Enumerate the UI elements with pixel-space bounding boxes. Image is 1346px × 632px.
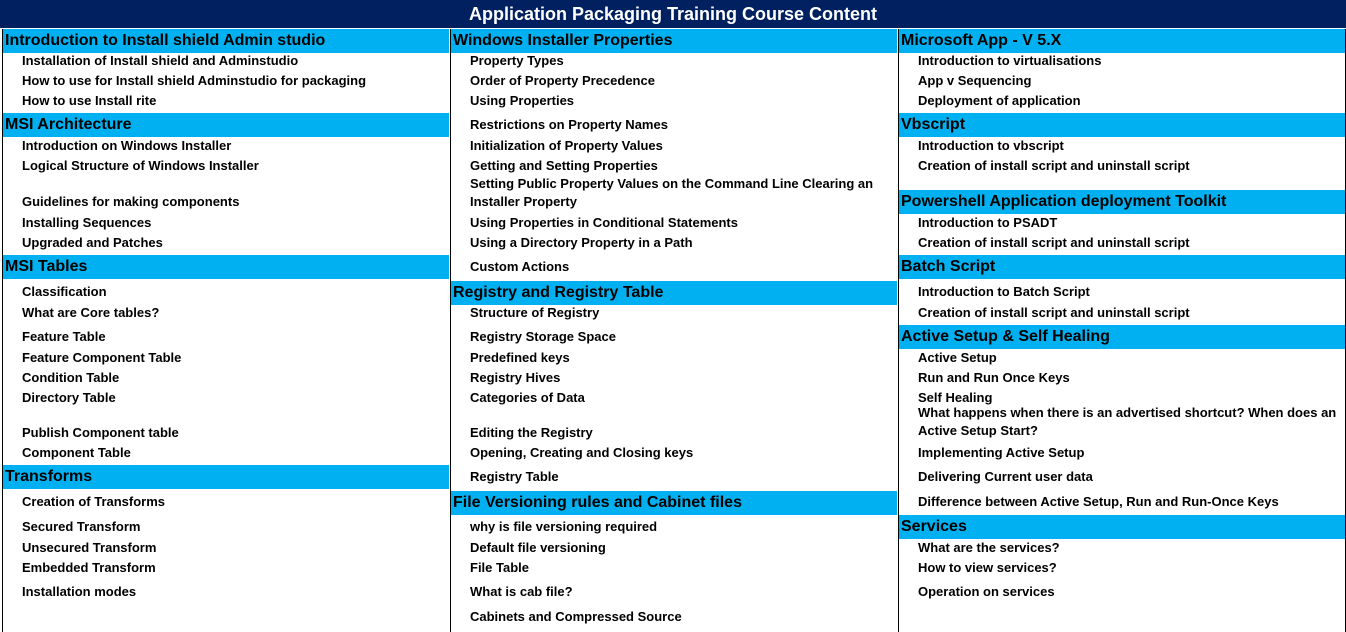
column-2: [450, 29, 897, 632]
section-header-vbscript: Vbscript: [899, 113, 1345, 137]
topic-item-unsecured-transform: Unsecured Transform: [22, 540, 157, 555]
topic-item-secured-transform: Secured Transform: [22, 519, 141, 534]
topic-item-how-to-use-install-rite: How to use Install rite: [22, 93, 157, 108]
topic-item-delivering-current-user-data: Delivering Current user data: [918, 469, 1093, 484]
topic-item-logical-structure-of-windows-installer: Logical Structure of Windows Installer: [22, 158, 259, 173]
section-header-windows-installer-properties: Windows Installer Properties: [451, 29, 897, 53]
topic-item-editing-the-registry: Editing the Registry: [470, 425, 593, 440]
topic-item-property-types: Property Types: [470, 53, 564, 68]
topic-item-file-table: File Table: [470, 560, 529, 575]
topic-item-using-properties-in-conditional-statements: Using Properties in Conditional Statements: [470, 215, 738, 230]
column-3: [898, 29, 1346, 632]
topic-item-deployment-of-application: Deployment of application: [918, 93, 1081, 108]
section-header-msi-tables: MSI Tables: [3, 255, 449, 279]
topic-item-opening-creating-and-closing-keys: Opening, Creating and Closing keys: [470, 445, 694, 460]
section-header-introduction-to-install-shield-admin-studio: Introduction to Install shield Admin studio: [3, 29, 449, 53]
topic-item-predefined-keys: Predefined keys: [470, 350, 570, 365]
sheet-title: Application Packaging Training Course Content: [0, 0, 1346, 28]
section-header-services: Services: [899, 515, 1345, 539]
topic-item-introduction-to-vbscript: Introduction to vbscript: [918, 138, 1064, 153]
topic-item-feature-table: Feature Table: [22, 329, 106, 344]
section-header-msi-architecture: MSI Architecture: [3, 113, 449, 137]
section-header-powershell-application-deployment-toolkit: Powershell Application deployment Toolkit: [899, 190, 1345, 214]
topic-item-self-healing: Self Healing: [918, 390, 993, 405]
topic-item-how-to-view-services: How to view services?: [918, 560, 1057, 575]
topic-item-cabinets-and-compressed-source: Cabinets and Compressed Source: [470, 609, 682, 624]
section-header-microsoft-app-v-5-x: Microsoft App - V 5.X: [899, 29, 1345, 53]
topic-item-creation-of-install-script-and-uninstall-script: Creation of install script and uninstall script: [918, 235, 1190, 250]
topic-item-directory-table: Directory Table: [22, 390, 116, 405]
topic-item-registry-hives: Registry Hives: [470, 370, 561, 385]
topic-item-component-table: Component Table: [22, 445, 131, 460]
topic-item-initialization-of-property-values: Initialization of Property Values: [470, 138, 663, 153]
topic-item-installing-sequences: Installing Sequences: [22, 215, 152, 230]
topic-item-introduction-on-windows-installer: Introduction on Windows Installer: [22, 138, 232, 153]
topic-item-structure-of-registry: Structure of Registry: [470, 305, 600, 320]
topic-item-what-are-core-tables: What are Core tables?: [22, 305, 160, 320]
section-header-file-versioning-rules-and-cabinet-files: File Versioning rules and Cabinet files: [451, 491, 897, 515]
topic-item-installation-of-install-shield-and-adminstudio: Installation of Install shield and Adminstudio: [22, 53, 299, 68]
topic-item-registry-table: Registry Table: [470, 469, 559, 484]
section-header-active-setup-self-healing: Active Setup & Self Healing: [899, 325, 1345, 349]
topic-item-classification: Classification: [22, 284, 107, 299]
topic-item-what-happens-when-there-is-an-advertised-shortcut-when-does-an-active-setup-start: What happens when there is an advertised shortcut? When does an Active Setup Start?: [918, 405, 1337, 438]
topic-item-default-file-versioning: Default file versioning: [470, 540, 606, 555]
topic-item-installation-modes: Installation modes: [22, 584, 137, 599]
topic-item-getting-and-setting-properties: Getting and Setting Properties: [470, 158, 658, 173]
topic-item-what-is-cab-file: What is cab file?: [470, 584, 573, 599]
topic-item-categories-of-data: Categories of Data: [470, 390, 585, 405]
topic-item-what-are-the-services: What are the services?: [918, 540, 1060, 555]
topic-item-guidelines-for-making-components: Guidelines for making components: [22, 194, 240, 209]
topic-item-creation-of-install-script-and-uninstall-script: Creation of install script and uninstall script: [918, 305, 1190, 320]
topic-item-introduction-to-psadt: Introduction to PSADT: [918, 215, 1058, 230]
topic-item-operation-on-services: Operation on services: [918, 584, 1055, 599]
topic-item-using-a-directory-property-in-a-path: Using a Directory Property in a Path: [470, 235, 693, 250]
topic-item-active-setup: Active Setup: [918, 350, 997, 365]
topic-item-app-v-sequencing: App v Sequencing: [918, 73, 1032, 88]
topic-item-embedded-transform: Embedded Transform: [22, 560, 156, 575]
topic-item-upgraded-and-patches: Upgraded and Patches: [22, 235, 163, 250]
section-header-registry-and-registry-table: Registry and Registry Table: [451, 281, 897, 305]
topic-item-using-properties: Using Properties: [470, 93, 575, 108]
section-header-batch-script: Batch Script: [899, 255, 1345, 279]
topic-item-how-to-use-for-install-shield-adminstudio-for-packaging: How to use for Install shield Adminstudio for packaging: [22, 73, 367, 88]
topic-item-order-of-property-precedence: Order of Property Precedence: [470, 73, 655, 88]
topic-item-introduction-to-batch-script: Introduction to Batch Script: [918, 284, 1090, 299]
column-1: [2, 29, 449, 632]
topic-item-difference-between-active-setup-run-and-run-once-keys: Difference between Active Setup, Run and Run-Once Keys: [918, 494, 1279, 509]
topic-item-introduction-to-virtualisations: Introduction to virtualisations: [918, 53, 1102, 68]
topic-item-custom-actions: Custom Actions: [470, 259, 570, 274]
topic-item-condition-table: Condition Table: [22, 370, 120, 385]
topic-item-feature-component-table: Feature Component Table: [22, 350, 182, 365]
topic-item-publish-component-table: Publish Component table: [22, 425, 179, 440]
topic-item-registry-storage-space: Registry Storage Space: [470, 329, 616, 344]
topic-item-creation-of-install-script-and-uninstall-script: Creation of install script and uninstall script: [918, 158, 1190, 173]
topic-item-creation-of-transforms: Creation of Transforms: [22, 494, 166, 509]
topic-item-implementing-active-setup: Implementing Active Setup: [918, 445, 1085, 460]
topic-item-setting-public-property-values-on-the-command-line-clearing-an-installer-property: Setting Public Property Values on the Command Line Clearing an Installer Property: [470, 176, 874, 209]
topic-item-run-and-run-once-keys: Run and Run Once Keys: [918, 370, 1070, 385]
topic-item-why-is-file-versioning-required: why is file versioning required: [470, 519, 658, 534]
section-header-transforms: Transforms: [3, 465, 449, 489]
topic-item-restrictions-on-property-names: Restrictions on Property Names: [470, 117, 668, 132]
